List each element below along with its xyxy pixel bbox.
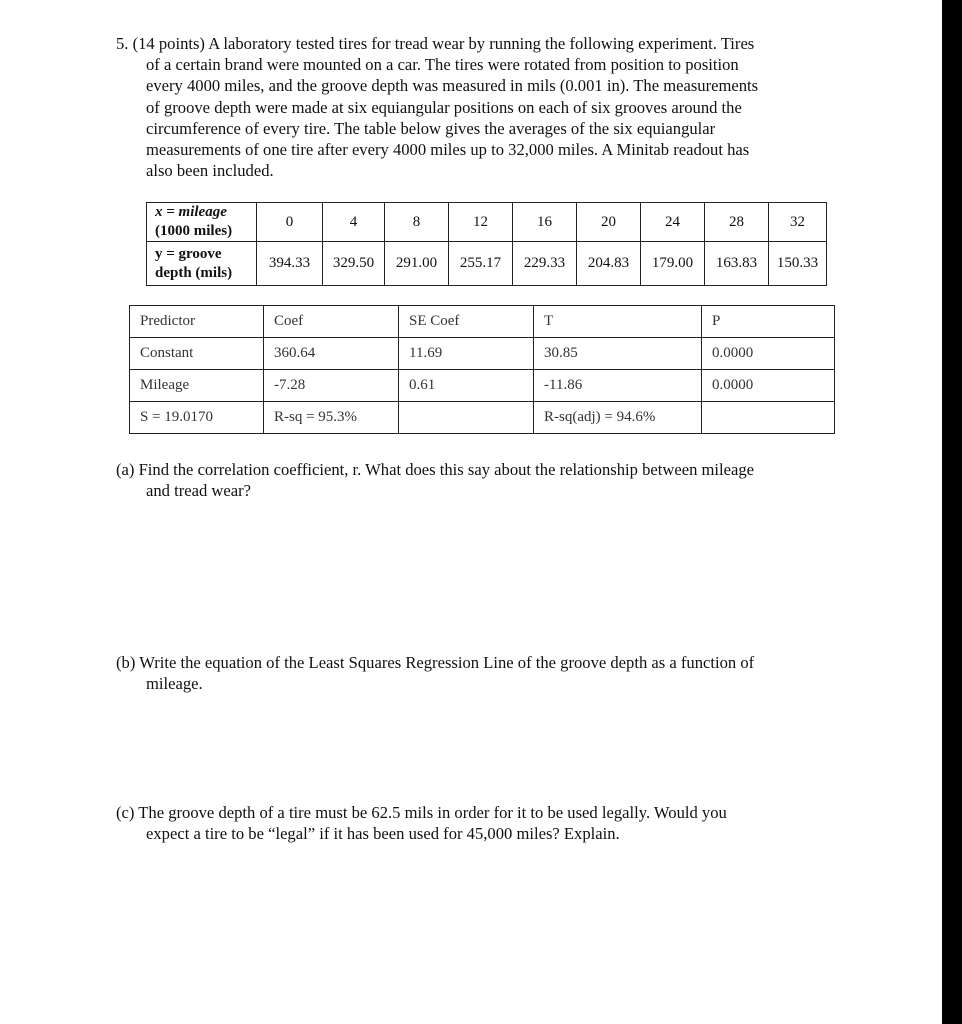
table-cell: 0.0000: [702, 338, 835, 370]
y-label-line-2: depth (mils): [155, 264, 233, 281]
table-cell: T: [534, 306, 702, 338]
table-cell: -7.28: [264, 370, 399, 402]
mileage-depth-table: [146, 202, 827, 286]
problem-line-5: circumference of every tire. The table below gives the averages of the six equiangular: [146, 118, 716, 138]
question-b-line-2: mileage.: [146, 674, 203, 694]
problem-line-3: every 4000 miles, and the groove depth was measured in mils (0.001 in). The measurements: [146, 76, 759, 96]
table-cell: S = 19.0170: [130, 402, 264, 434]
table-cell: 0.61: [399, 370, 534, 402]
table-cell: 30.85: [534, 338, 702, 370]
question-c-line-2: expect a tire to be “legal” if it has been used for 45,000 miles? Explain.: [146, 824, 620, 844]
problem-line-1: 5. (14 points) A laboratory tested tires for tread wear by running the following experiment. Tires: [116, 34, 755, 53]
table-cell: 255.17: [449, 242, 513, 286]
table-cell: 11.69: [399, 338, 534, 370]
table-row: [130, 338, 835, 370]
table-cell: Constant: [130, 338, 264, 370]
table-cell: 229.33: [513, 242, 577, 286]
problem-line-2: of a certain brand were mounted on a car. The tires were rotated from position to position: [146, 55, 739, 75]
table-cell: 291.00: [385, 242, 449, 286]
table-row: [130, 402, 835, 434]
table-cell: Coef: [264, 306, 399, 338]
table-cell: [399, 402, 534, 434]
table-cell: 179.00: [641, 242, 705, 286]
question-b: [116, 652, 856, 694]
table-cell: 150.33: [769, 242, 827, 286]
minitab-readout-table: [129, 305, 835, 434]
table-cell: 24: [641, 203, 705, 242]
table-row: [130, 370, 835, 402]
table-cell: P: [702, 306, 835, 338]
x-label-line-1: x = mileage: [155, 204, 227, 220]
table-cell: Mileage: [130, 370, 264, 402]
table-row: [147, 242, 827, 286]
table-cell: 360.64: [264, 338, 399, 370]
problem-line-6: measurements of one tire after every 4000 miles up to 32,000 miles. A Minitab readout has: [146, 140, 750, 160]
table-cell: 329.50: [323, 242, 385, 286]
table-row: [130, 306, 835, 338]
table-cell: -11.86: [534, 370, 702, 402]
table-cell: 204.83: [577, 242, 641, 286]
x-header: [147, 203, 257, 242]
y-header: [147, 242, 257, 286]
problem-line-4: of groove depth were made at six equiangular positions on each of six grooves around the: [146, 97, 742, 117]
table-row: [147, 203, 827, 242]
x-label-line-2: (1000 miles): [155, 223, 233, 239]
table-cell: 4: [323, 203, 385, 242]
question-c-line-1: (c) The groove depth of a tire must be 62.5 mils in order for it to be used legally. Would you: [116, 803, 727, 822]
table-cell: 0.0000: [702, 370, 835, 402]
table-cell: 28: [705, 203, 769, 242]
question-a-line-1: (a) Find the correlation coefficient, r. What does this say about the relationship between mileage: [116, 460, 755, 479]
table-cell: 32: [769, 203, 827, 242]
question-b-line-1: (b) Write the equation of the Least Squares Regression Line of the groove depth as a function of: [116, 653, 755, 672]
table-cell: SE Coef: [399, 306, 534, 338]
table-cell: 16: [513, 203, 577, 242]
question-c: [116, 802, 856, 844]
table-cell: 20: [577, 203, 641, 242]
table-cell: R-sq = 95.3%: [264, 402, 399, 434]
y-label-line-1: y = groove: [155, 245, 222, 262]
table-cell: [702, 402, 835, 434]
table-cell: 394.33: [257, 242, 323, 286]
table-cell: Predictor: [130, 306, 264, 338]
question-a-line-2: and tread wear?: [146, 481, 252, 501]
table-cell: 0: [257, 203, 323, 242]
question-a: [116, 459, 856, 501]
table-cell: 163.83: [705, 242, 769, 286]
table-cell: 12: [449, 203, 513, 242]
table-cell: 8: [385, 203, 449, 242]
table-cell: R-sq(adj) = 94.6%: [534, 402, 702, 434]
problem-line-7: also been included.: [146, 161, 274, 181]
problem-statement: [116, 33, 846, 181]
